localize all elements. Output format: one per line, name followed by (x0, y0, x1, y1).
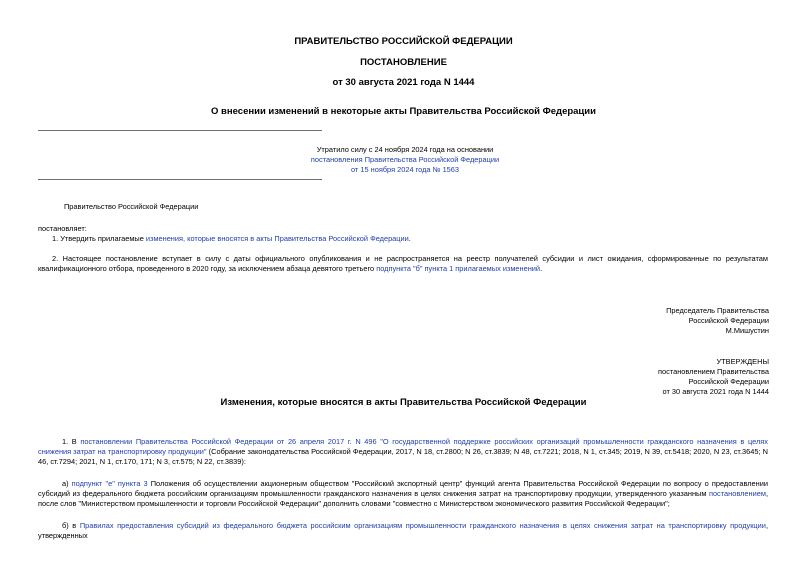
change-item-1: 1. В постановлении Правительства Российской Федерации от 26 апреля 2017 г. N 496 "О государственной поддержке российских организаций промышленности гражданского назначения в целях снижения затрат на транспортировку продукции" (Собрание законодательства Российской Федерации, 2017, N 18, ст.2800; N 26, ст.3839; N 48, ст.7221; 2018, N 1, ст.345; 2019, N 39, ст.5418; 2020, N 23, ст.3645; N 46, ст.7294; 2021, N 1, ст.170, 171; N 3, ст.575; N 22, ст.3839): (38, 437, 768, 466)
government-name: Правительство Российской Федерации (64, 202, 199, 211)
approval-date: от 30 августа 2021 года N 1444 (662, 387, 769, 396)
approval-country: Российской Федерации (688, 377, 769, 386)
approval-heading: УТВЕРЖДЕНЫ (716, 357, 769, 366)
repeal-link-date[interactable]: от 15 ноября 2024 года № 1563 (350, 165, 460, 174)
subparagraph-e-link[interactable]: подпункт "е" пункта 3 (71, 479, 148, 488)
status-notice (260, 145, 550, 175)
divider-bottom (38, 179, 322, 180)
approval-by: постановлением Правительства (658, 367, 769, 376)
signature-block (666, 306, 769, 336)
document-date-number: от 30 августа 2021 года N 1444 (332, 77, 475, 88)
government-heading: ПРАВИТЕЛЬСТВО РОССИЙСКОЙ ФЕДЕРАЦИИ (294, 36, 513, 47)
signature-country: Российской Федерации (688, 316, 769, 325)
changes-title: Изменения, которые вносятся в акты Правительства Российской Федерации (220, 397, 587, 408)
changes-link[interactable]: изменения, которые вносятся в акты Правительства Российской Федерации (145, 234, 409, 243)
paragraph-1: 1. Утвердить прилагаемые изменения, которые вносятся в акты Правительства Российской Федерации. (52, 234, 411, 243)
document-type: ПОСТАНОВЛЕНИЕ (360, 57, 447, 68)
change-item-b: б) в Правилах предоставления субсидий из федерального бюджета российским организациям промышленности гражданского назначения в целях снижения затрат на транспортировку продукции, утвержденных (38, 521, 768, 540)
repeal-link[interactable]: постановления Правительства Российской Федерации (310, 155, 500, 164)
paragraph-2: 2. Настоящее постановление вступает в силу с даты официального опубликования и не распространяется на реестр получателей субсидии и лист ожидания, сформированные по результатам квалификационного отбора, проведенного в 2020 году, за исключением абзаца девятого третьего подпункта "б" пункта 1 прилагаемых изменений. (38, 254, 768, 273)
signature-name: М.Мишустин (725, 326, 769, 335)
change-item-a: а) подпункт "е" пункта 3 Положения об осуществлении акционерным обществом "Российский экспортный центр" функций агента Правительства Российской Федерации по вопросу о предоставлении субсидий из федерального бюджета российским организациям промышленности гражданского назначения в целях снижения затрат на транспортировку продукции, утвержденного указанным постановлением, после слов "Министерством промышленности и торговли Российской Федерации" дополнить словами "совместно с Министерством экономического развития Российской Федерации"; (38, 479, 768, 508)
approval-block (658, 357, 769, 397)
signature-position: Председатель Правительства (666, 306, 769, 315)
divider-top (38, 130, 322, 131)
resolution-link[interactable]: постановлением (708, 489, 766, 498)
subsidy-rules-link[interactable]: Правилах предоставления субсидий из федерального бюджета российским организациям промышленности гражданского назначения в целях снижения затрат на транспортировку продукции (79, 521, 766, 530)
subparagraph-link[interactable]: подпункта "б" пункта 1 прилагаемых изменений (376, 264, 541, 273)
document-title: О внесении изменений в некоторые акты Правительства Российской Федерации (211, 106, 596, 117)
decrees-label: постановляет: (38, 224, 87, 233)
status-text: Утратило силу с 24 ноября 2024 года на основании (316, 145, 494, 154)
resolution-496-link[interactable]: постановлении Правительства Российской Федерации от 26 апреля 2017 г. N 496 "О государственной поддержке российских организаций промышленности гражданского назначения в целях снижения затрат на транспортировку продукции" (38, 437, 768, 456)
